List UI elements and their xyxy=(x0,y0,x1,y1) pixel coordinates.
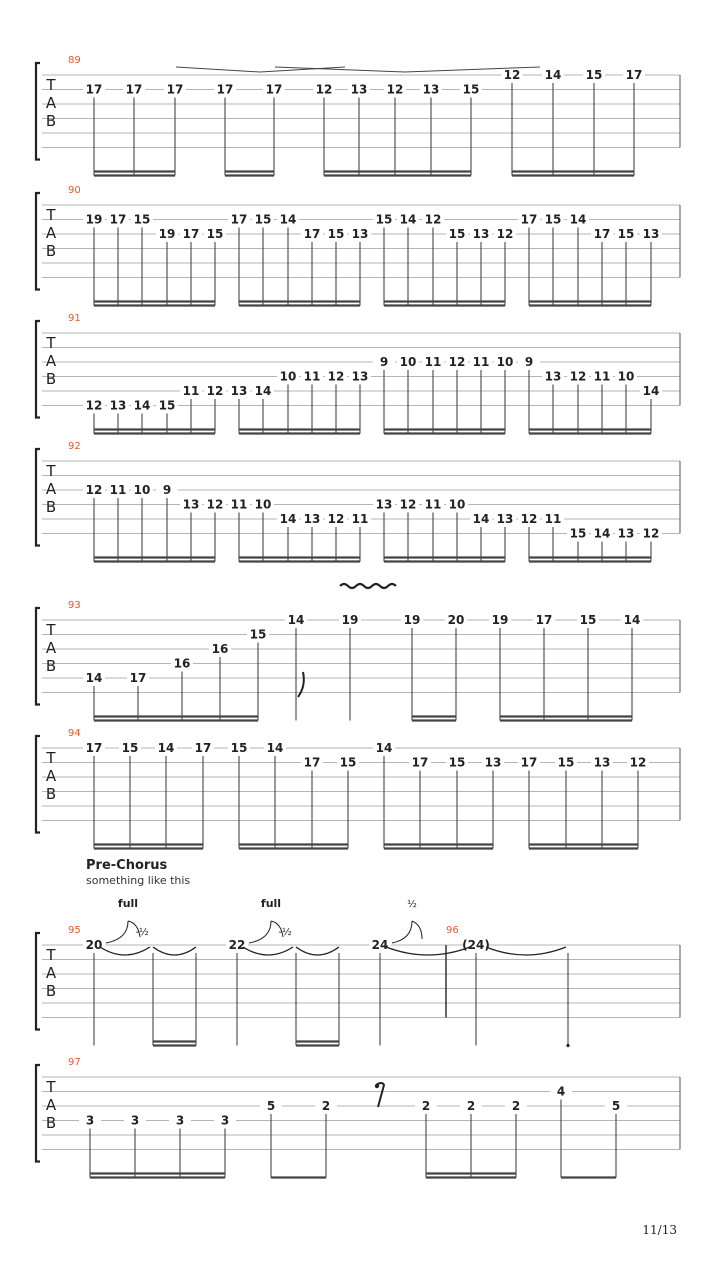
fret-number: 17 xyxy=(265,82,283,97)
tab-system xyxy=(36,441,680,562)
fret-number: 12 xyxy=(399,497,417,512)
tab-clef-t: T xyxy=(46,334,56,352)
tab-clef-b: B xyxy=(45,498,57,516)
fret-number: 14 xyxy=(133,398,151,413)
tab-system xyxy=(36,313,680,434)
fret-number: 12 xyxy=(206,384,224,398)
fret-number: 17 xyxy=(411,755,429,770)
staff-bracket xyxy=(36,1065,40,1162)
fret-number: 15 xyxy=(133,212,151,227)
fret-number: 11 xyxy=(472,355,490,369)
release-amount: -½ xyxy=(278,927,292,938)
staff-bracket xyxy=(36,736,40,833)
fret-number: 3 xyxy=(220,1113,230,1128)
tab-clef-b: B xyxy=(45,982,57,1000)
tab-system xyxy=(36,185,680,306)
fret-number: 15 xyxy=(327,227,345,241)
tab-clef-b: B xyxy=(45,657,57,675)
staff-bracket xyxy=(36,449,40,546)
tab-clef-t: T xyxy=(46,1078,56,1096)
fret-number: 16 xyxy=(211,642,229,656)
fret-number: 13 xyxy=(593,755,611,770)
fret-number: 11 xyxy=(424,355,442,369)
fret-number: 11 xyxy=(303,369,321,384)
bar-number: 90 xyxy=(68,185,81,196)
fret-number: 3 xyxy=(85,1113,95,1128)
tab-systems xyxy=(36,55,680,1178)
tie-arc xyxy=(386,947,470,955)
fret-number: 14 xyxy=(623,613,641,627)
fret-number: 17 xyxy=(593,227,611,241)
tab-clef-a: A xyxy=(45,639,57,657)
fret-number: 17 xyxy=(85,82,103,97)
fret-number: 13 xyxy=(472,227,490,241)
fret-number: 12 xyxy=(386,82,404,97)
fret-number: 17 xyxy=(230,212,248,227)
fret-number: 12 xyxy=(85,483,103,497)
tie-arc xyxy=(486,947,566,955)
tab-clef-t: T xyxy=(46,206,56,224)
tab-clef-b: B xyxy=(45,785,57,803)
bar-number: 95 xyxy=(68,925,81,936)
fret-number: 14 xyxy=(569,212,587,227)
fret-number: 12 xyxy=(629,755,647,770)
slide-mark xyxy=(275,67,540,72)
fret-number: 9 xyxy=(162,483,172,497)
tab-clef-t: T xyxy=(46,462,56,480)
fret-number: 15 xyxy=(230,741,248,755)
fret-number: 10 xyxy=(133,483,151,497)
tie-arc xyxy=(243,947,293,955)
bar-number: 97 xyxy=(68,1057,81,1068)
fret-number: 13 xyxy=(544,369,562,384)
fret-number: 17 xyxy=(129,671,147,685)
fret-number: 13 xyxy=(182,497,200,512)
fret-number: 12 xyxy=(520,512,538,526)
fret-number: 15 xyxy=(462,82,480,97)
tab-clef-t: T xyxy=(46,946,56,964)
tie-arc xyxy=(153,947,196,955)
tab-clef-b: B xyxy=(45,112,57,130)
fret-number: 13 xyxy=(230,384,248,398)
section-title: Pre-Chorus xyxy=(86,858,168,873)
fret-number: 14 xyxy=(399,212,417,227)
fret-number: 19 xyxy=(158,227,176,241)
fret-number: 15 xyxy=(579,613,597,627)
fret-number: 12 xyxy=(642,526,660,541)
fret-number: 13 xyxy=(642,227,660,241)
fret-number: 10 xyxy=(279,369,297,384)
fret-number: 12 xyxy=(85,398,103,413)
fret-number: 24 xyxy=(371,938,389,952)
fret-number: 19 xyxy=(85,212,103,227)
fret-number: 13 xyxy=(484,755,502,770)
bar-number: 93 xyxy=(68,600,81,611)
fret-number: 13 xyxy=(617,526,635,541)
fret-number: 15 xyxy=(448,755,466,770)
fret-number: 14 xyxy=(544,68,562,82)
fret-number: 13 xyxy=(422,82,440,97)
tab-clef-t: T xyxy=(46,621,56,639)
fret-number: 15 xyxy=(557,755,575,770)
fret-number: 3 xyxy=(130,1113,140,1128)
fret-number: 12 xyxy=(206,497,224,512)
fret-number: 15 xyxy=(249,627,267,642)
fret-number: 13 xyxy=(303,512,321,526)
fret-number: 12 xyxy=(424,212,442,227)
fret-number: 15 xyxy=(158,398,176,413)
tab-system xyxy=(36,584,680,721)
fret-number: 17 xyxy=(109,212,127,227)
fret-number: 11 xyxy=(182,384,200,398)
fret-number: 17 xyxy=(125,82,143,97)
slide-in-mark xyxy=(298,672,304,697)
tab-clef-a: A xyxy=(45,94,57,112)
fret-number: 11 xyxy=(230,497,248,512)
fret-number: 14 xyxy=(593,526,611,541)
section-note: something like this xyxy=(86,874,191,887)
bend-amount: full xyxy=(260,897,282,910)
staff-bracket xyxy=(36,321,40,418)
fret-number: 5 xyxy=(611,1099,621,1113)
tab-clef-a: A xyxy=(45,767,57,785)
tab-system xyxy=(36,1057,680,1178)
fret-number: 14 xyxy=(375,741,393,755)
fret-number: 17 xyxy=(303,227,321,241)
bar-number: 91 xyxy=(68,313,81,324)
fret-number: 2 xyxy=(421,1099,431,1113)
fret-number: 15 xyxy=(121,741,139,755)
staff-bracket xyxy=(36,193,40,290)
fret-number: 10 xyxy=(448,497,466,512)
fret-number: 17 xyxy=(520,755,538,770)
fret-number: 15 xyxy=(375,212,393,227)
fret-number: 12 xyxy=(327,512,345,526)
fret-number: 10 xyxy=(617,369,635,384)
rest-dot xyxy=(375,1084,379,1088)
tie-arc xyxy=(296,947,339,955)
fret-number: 15 xyxy=(448,227,466,241)
fret-number: 3 xyxy=(175,1113,185,1128)
fret-number: 13 xyxy=(496,512,514,526)
tab-system xyxy=(36,728,680,849)
fret-number: 17 xyxy=(303,755,321,770)
tab-clef-a: A xyxy=(45,224,57,242)
tab-clef-a: A xyxy=(45,1096,57,1114)
staff-bracket xyxy=(36,63,40,160)
fret-number: 14 xyxy=(157,741,175,755)
fret-number: 15 xyxy=(569,526,587,541)
staff-bracket xyxy=(36,608,40,705)
bend-curve xyxy=(392,921,412,943)
fret-number: 2 xyxy=(321,1099,331,1113)
fret-number: 15 xyxy=(617,227,635,241)
fret-number: 14 xyxy=(85,671,103,685)
fret-number: 4 xyxy=(556,1084,566,1099)
fret-number: 17 xyxy=(520,212,538,227)
slide-mark xyxy=(176,67,345,72)
fret-number: 11 xyxy=(544,512,562,526)
fret-number: 14 xyxy=(642,384,660,398)
tab-system xyxy=(36,55,680,176)
vibrato-mark xyxy=(340,584,396,588)
fret-number: 20 xyxy=(85,938,103,952)
fret-number: 19 xyxy=(341,613,359,627)
fret-number: 2 xyxy=(466,1099,476,1113)
bar-number: 94 xyxy=(68,728,81,739)
fret-number: 16 xyxy=(173,656,191,671)
fret-number: 17 xyxy=(194,741,212,755)
tab-clef-b: B xyxy=(45,1114,57,1132)
fret-number: 13 xyxy=(109,398,127,413)
fret-number: 10 xyxy=(399,355,417,369)
bar-number: 96 xyxy=(446,925,459,936)
bend-curve xyxy=(249,921,271,943)
fret-number: 9 xyxy=(379,355,389,369)
fret-number: 9 xyxy=(524,355,534,369)
fret-number: 17 xyxy=(216,82,234,97)
staccato-dot xyxy=(566,1044,569,1047)
fret-number: 12 xyxy=(569,369,587,384)
bar-number: 92 xyxy=(68,441,81,452)
fret-number: (24) xyxy=(462,938,490,952)
fret-number: 12 xyxy=(327,369,345,384)
fret-number: 17 xyxy=(535,613,553,627)
fret-number: 13 xyxy=(351,369,369,384)
bend-amount: ½ xyxy=(407,899,417,910)
release-curve xyxy=(412,921,422,939)
fret-number: 17 xyxy=(166,82,184,97)
page-number: 11/13 xyxy=(642,1223,677,1237)
fret-number: 13 xyxy=(375,497,393,512)
fret-number: 13 xyxy=(351,227,369,241)
fret-number: 10 xyxy=(496,355,514,369)
tab-clef-b: B xyxy=(45,242,57,260)
fret-number: 15 xyxy=(254,212,272,227)
fret-number: 19 xyxy=(491,613,509,627)
fret-number: 17 xyxy=(85,741,103,755)
fret-number: 14 xyxy=(279,512,297,526)
fret-number: 15 xyxy=(585,68,603,82)
staff-bracket xyxy=(36,933,40,1030)
tab-system xyxy=(36,897,680,1047)
fret-number: 12 xyxy=(315,82,333,97)
fret-number: 15 xyxy=(544,212,562,227)
fret-number: 11 xyxy=(593,369,611,384)
fret-number: 12 xyxy=(496,227,514,241)
fret-number: 19 xyxy=(403,613,421,627)
fret-number: 17 xyxy=(182,227,200,241)
tab-clef-t: T xyxy=(46,749,56,767)
fret-number: 2 xyxy=(511,1099,521,1113)
tab-clef-t: T xyxy=(46,76,56,94)
fret-number: 12 xyxy=(503,68,521,82)
fret-number: 12 xyxy=(448,355,466,369)
tie-arc xyxy=(100,947,150,955)
fret-number: 11 xyxy=(109,483,127,497)
bar-number: 89 xyxy=(68,55,81,66)
fret-number: 14 xyxy=(287,613,305,627)
tab-clef-b: B xyxy=(45,370,57,388)
fret-number: 17 xyxy=(625,68,643,82)
fret-number: 11 xyxy=(424,497,442,512)
fret-number: 5 xyxy=(266,1099,276,1113)
fret-number: 14 xyxy=(472,512,490,526)
fret-number: 10 xyxy=(254,497,272,512)
fret-number: 14 xyxy=(254,384,272,398)
release-amount: -½ xyxy=(135,927,149,938)
fret-number: 13 xyxy=(350,82,368,97)
fret-number: 11 xyxy=(351,512,369,526)
fret-number: 15 xyxy=(339,755,357,770)
tab-clef-a: A xyxy=(45,964,57,982)
tab-clef-a: A xyxy=(45,480,57,498)
fret-number: 14 xyxy=(266,741,284,755)
bend-curve xyxy=(106,921,128,943)
tab-clef-a: A xyxy=(45,352,57,370)
fret-number: 14 xyxy=(279,212,297,227)
fret-number: 15 xyxy=(206,227,224,241)
fret-number: 20 xyxy=(447,613,465,627)
fret-number: 22 xyxy=(228,938,246,952)
bend-amount: full xyxy=(117,897,139,910)
